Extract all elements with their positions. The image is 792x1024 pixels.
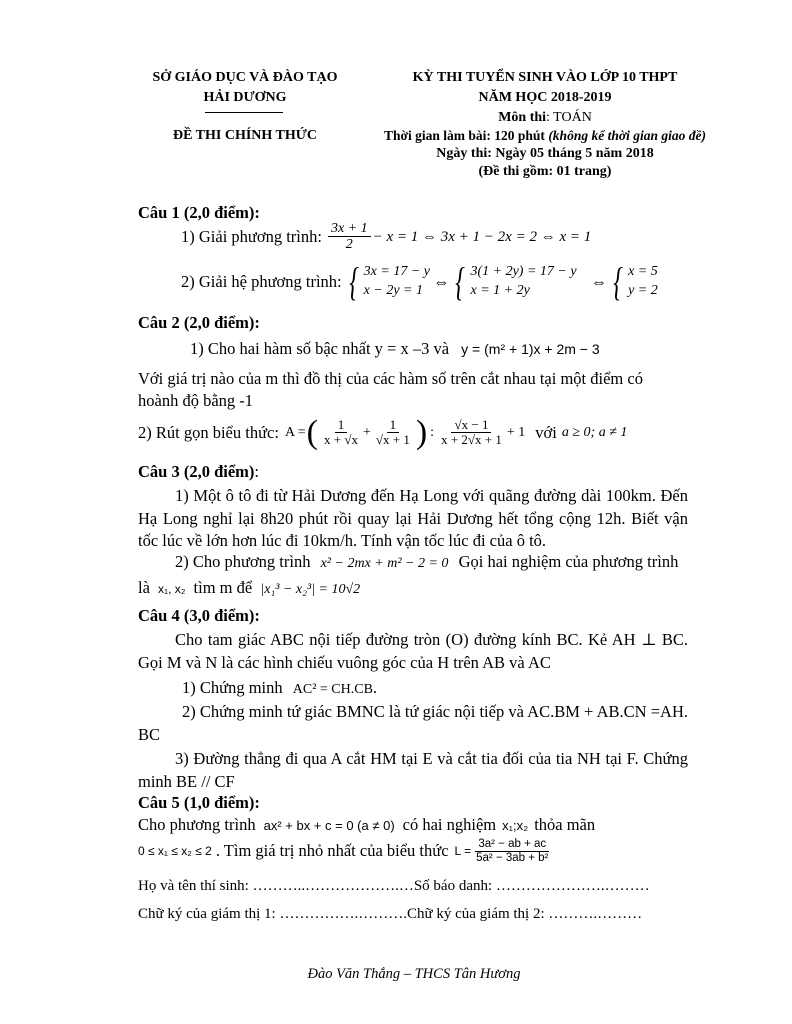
q4-part3: 3) Đường thẳng đi qua A cắt HM tại E và cắt tia đối của tia NH tại F. Chứng minh BE // CF: [138, 749, 688, 791]
q5-line1-c: thỏa mãn: [534, 815, 596, 834]
brace-icon: {: [455, 259, 466, 304]
subject-value: : TOÁN: [546, 110, 592, 125]
q5-title: Câu 5 (1,0 điểm):: [138, 793, 260, 812]
q1-p1-fraction: [328, 221, 371, 253]
q3-p2-roots: x₁, x₂: [158, 582, 186, 596]
q1-sys2-eq2: x = 1 + 2y: [470, 283, 530, 298]
q1-iff-1: ⇔: [432, 272, 450, 291]
q5-L-den: 5a² − 3ab + b²: [476, 851, 549, 864]
q5-line1-roots: x₁;x₂: [502, 817, 529, 833]
q1-sys1-eq1: 3x = 17 − y: [363, 264, 430, 280]
q2-cond: a ≥ 0; a ≠ 1: [561, 425, 628, 440]
q2-A: A =: [284, 425, 306, 440]
candidate-line: Họ và tên thí sinh: ………..……………….…Số báo danh: ………………….………: [138, 878, 650, 894]
q5-line1-b: có hai nghiệm: [402, 815, 497, 834]
q3-title-line: [138, 462, 259, 482]
signature-line: Chữ ký của giám thị 1: …………….……….Chữ ký của giám thị 2: ……….………: [138, 906, 643, 922]
q2-f3-den: x + 2√x + 1: [441, 432, 502, 448]
q2-title: Câu 2 (2,0 điểm):: [138, 313, 260, 332]
q1-sys2-eq1: 3(1 + 2y) = 17 − y: [470, 264, 577, 280]
q3-title-colon: :: [254, 462, 260, 481]
subject-line: [380, 110, 710, 126]
q3-p2-a: 2) Cho phương trình: [175, 552, 311, 571]
q5-line1: [138, 815, 595, 835]
q1-p1-rest: − x = 1 ⇔ 3x + 1 − 2x = 2 ⇔ x = 1: [372, 228, 592, 245]
time-label: Thời gian làm bài: 120 phút: [384, 128, 545, 143]
q1-p2-label: 2) Giải hệ phương trình:: [181, 272, 342, 291]
q2-f2-num: 1: [387, 418, 400, 433]
q2-part1: [190, 339, 600, 359]
q5-line2: [138, 838, 553, 865]
q4-p1-dot: .: [372, 678, 378, 697]
q5-L-label: L =: [454, 844, 472, 859]
q2-f2-den: √x + 1: [375, 432, 410, 448]
q2-f1: [321, 418, 361, 448]
q1-system-1: [346, 259, 430, 304]
q3-p2-c: là: [138, 578, 150, 597]
subject-label: Môn thi: [498, 110, 547, 125]
q5-line2-cond: 0 ≤ x₁ ≤ x₂ ≤ 2: [138, 844, 212, 859]
q4-part1: [182, 678, 377, 698]
q1-system-2: [452, 259, 577, 304]
author-credit: Đào Văn Thắng – THCS Tân Hương: [307, 966, 521, 982]
q2-f1-num: 1: [335, 418, 348, 433]
q2-p1-formula: y = (m² + 1)x + 2m − 3: [461, 341, 600, 357]
q2-cond-word: với: [535, 423, 557, 442]
q2-f3: [438, 418, 505, 448]
q2-tail: + 1: [506, 425, 526, 440]
paren-open-icon: (: [306, 414, 318, 451]
header-official: ĐỀ THI CHÍNH THỨC: [172, 128, 318, 143]
q5-line1-eq: ax² + bx + c = 0 (a ≠ 0): [263, 817, 395, 833]
q3-p2-b: Gọi hai nghiệm của phương trình: [458, 552, 679, 571]
q5-L-fraction: [473, 838, 551, 865]
brace-icon: {: [613, 259, 623, 304]
brace-icon: {: [348, 259, 359, 304]
header-department: SỞ GIÁO DỤC VÀ ĐÀO TẠO: [152, 70, 338, 85]
q2-p1-cont1: Với giá trị nào của m thì đồ thị của các hàm số trên cắt nhau tại một điểm có: [138, 369, 643, 388]
q1-iff-2: ⇔: [590, 272, 608, 291]
header-province: HẢI DƯƠNG: [203, 90, 287, 105]
q1-p1-num: 3x + 1: [328, 221, 371, 237]
q2-f1-den: x + √x: [324, 432, 358, 448]
exam-date: Ngày thi: Ngày 05 tháng 5 năm 2018: [436, 146, 654, 161]
exam-title: KỲ THI TUYỂN SINH VÀO LỚP 10 THPT: [412, 70, 678, 85]
q1-title: Câu 1 (2,0 điểm):: [138, 203, 260, 222]
q4-part2: 2) Chứng minh tứ giác BMNC là tứ giác nội tiếp và AC.BM + AB.CN =AH. BC: [138, 702, 688, 744]
q2-plus: +: [362, 425, 371, 440]
q3-p2-cond: |x₁³ − x₂³| = 10√2: [260, 582, 361, 597]
q1-part1: [181, 221, 591, 253]
school-year: NĂM HỌC 2018-2019: [478, 90, 612, 105]
q1-sys3-eq1: x = 5: [628, 264, 658, 280]
q4-p1-formula: AC² = CH.CB: [292, 682, 373, 697]
q3-part1: 1) Một ô tô đi từ Hải Dương đến Hạ Long với quãng đường dài 100km. Đến Hạ Long nghỉ lại 8h20 phút rồi quay lại Hải Dương hết tổng cộng 12h. Biết vận tốc lúc về lớn hơn lúc đi 10km/h. Tính vận tốc lúc đi của ô tô.: [138, 486, 688, 550]
q2-p1-text: 1) Cho hai hàm số bậc nhất y = x –3 và: [190, 339, 450, 358]
q3-p2-eq: x² − 2mx + m² − 2 = 0: [320, 556, 449, 571]
q3-title: Câu 3 (2,0 điểm): [138, 462, 255, 481]
q2-p2-label: 2) Rút gọn biểu thức:: [138, 423, 279, 442]
q3-p2-d: tìm m để: [193, 578, 253, 597]
paren-close-icon: ): [415, 414, 428, 451]
page-count: (Đề thi gồm: 01 trang): [478, 164, 612, 179]
q2-part2: [138, 414, 627, 452]
q1-system-3: [610, 259, 658, 304]
q1-part2: [181, 259, 658, 304]
q3-part2-line1: [175, 552, 678, 572]
q5-line1-a: Cho phương trình: [138, 815, 256, 834]
time-note: (không kể thời gian giao đề): [548, 128, 706, 143]
q3-part2-line2: [138, 578, 360, 598]
q1-sys3-eq2: y = 2: [628, 283, 658, 298]
q1-p1-den: 2: [345, 237, 353, 253]
q4-intro: Cho tam giác ABC nội tiếp đường tròn (O) đường kính BC. Kẻ AH ⊥ BC. Gọi M và N là các hình chiếu vuông góc của H trên AB và AC: [138, 630, 688, 672]
q2-div: :: [430, 425, 435, 440]
q4-title: Câu 4 (3,0 điểm):: [138, 606, 260, 625]
q1-sys1-eq2: x − 2y = 1: [363, 283, 423, 298]
header-divider: [205, 112, 283, 113]
q4-p1-a: 1) Chứng minh: [182, 678, 283, 697]
q1-p1-label: 1) Giải phương trình:: [181, 227, 322, 247]
q5-L-num: 3a² − ab + ac: [475, 838, 549, 852]
q5-line2-text: . Tìm giá trị nhỏ nhất của biểu thức: [215, 841, 449, 861]
time-line: [375, 128, 715, 144]
q2-f3-num: √x − 1: [451, 418, 491, 433]
q2-p1-cont2: hoành độ bằng -1: [138, 391, 254, 410]
q2-f2: [373, 418, 413, 448]
